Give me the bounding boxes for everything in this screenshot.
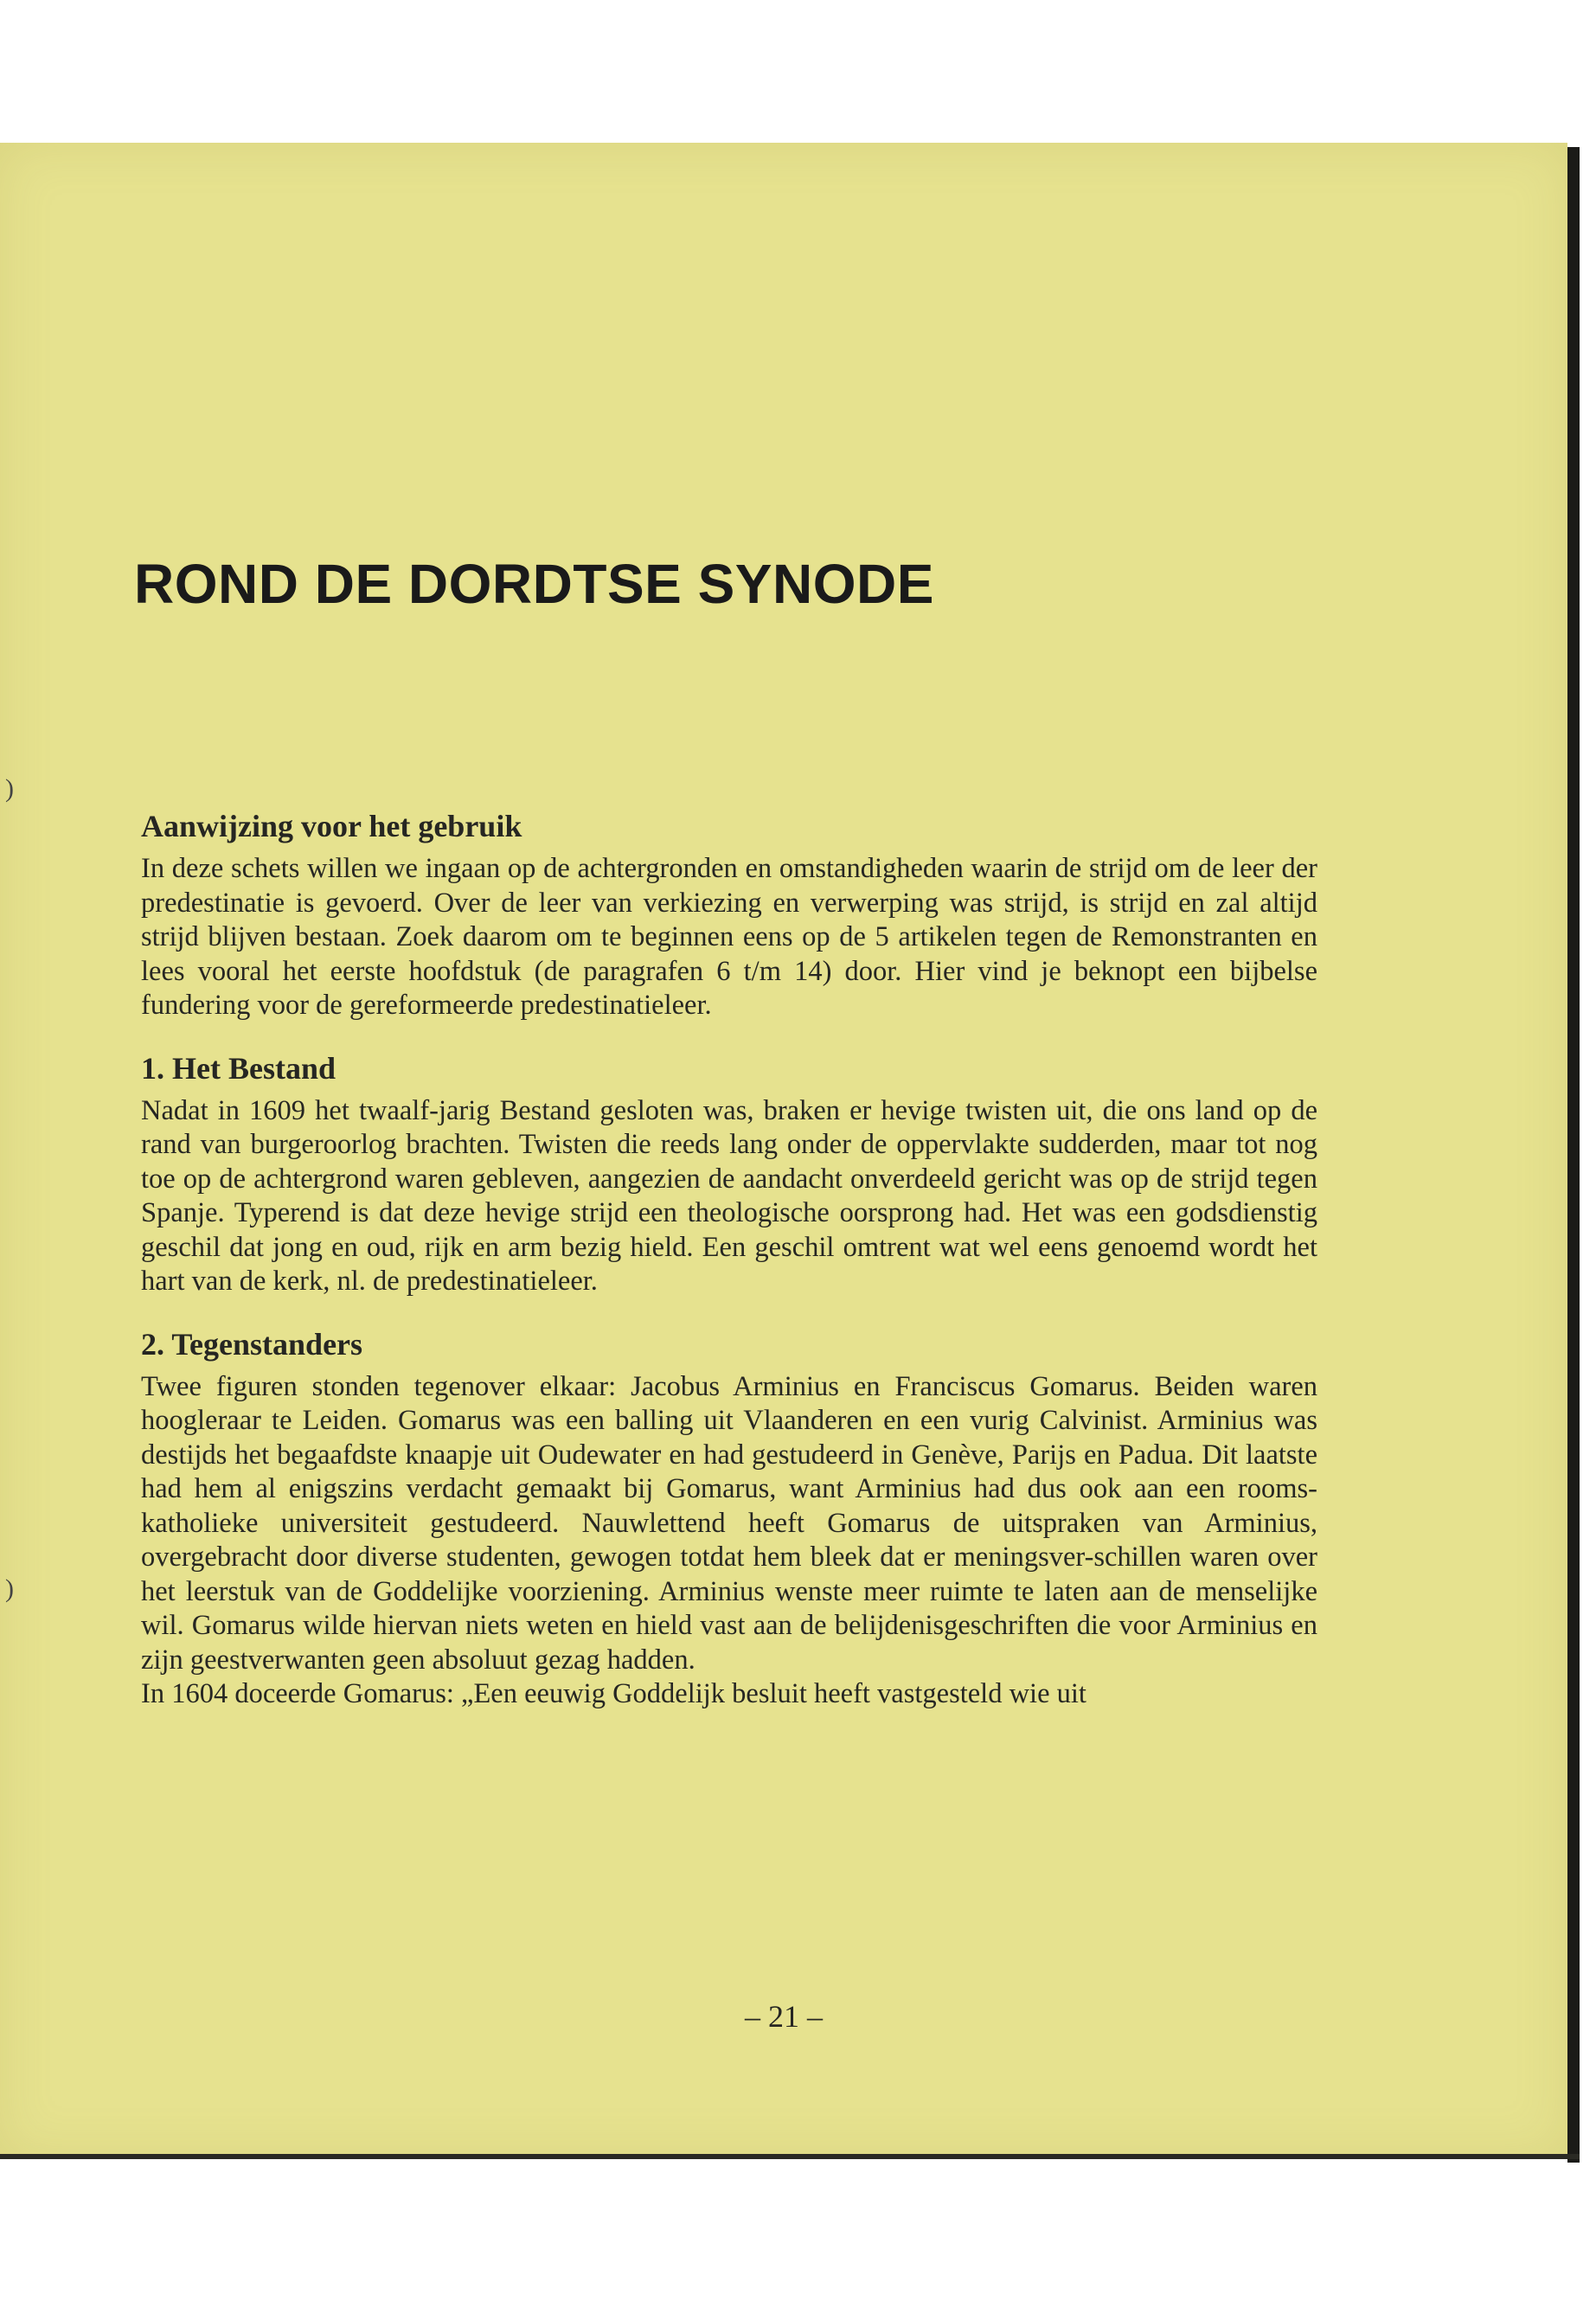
margin-mark: ) (5, 774, 14, 803)
margin-mark: ) (5, 1574, 14, 1603)
section-usage (141, 807, 1317, 1023)
document-body (141, 807, 1317, 1738)
section-tegenstanders (141, 1325, 1317, 1712)
section-paragraph: Nadat in 1609 het twaalf-jarig Bestand gesloten was, braken er hevige twisten uit, die ons land op de rand van burgeroorlog brachten. Twisten die reeds lang onder de oppervlakte sudderden, maar tot nog toe op de achtergrond waren gebleven, aangezien de aandacht onverdeeld gericht was op de strijd tegen Spanje. Typerend is dat deze hevige strijd een theologische oorsprong had. Het was een godsdienstig geschil dat jong en oud, rijk en arm bezig hield. Een geschil omtrent wat wel eens genoemd wordt het hart van de kerk, nl. de predestinatieleer. (141, 1094, 1317, 1297)
section-paragraph: Twee figuren stonden tegenover elkaar: Jacobus Arminius en Franciscus Gomarus. Beiden waren hoogleraar te Leiden. Gomarus was een balling uit Vlaanderen en een vurig Calvinist. Arminius was destijds het begaafdste knaapje uit Oudewater en had gestudeerd in Genève, Parijs en Padua. Dit laatste had hem al enigszins verdacht gemaakt bij Gomarus, want Arminius had dus ook aan een rooms-katholieke universiteit gestudeerd. Nauwlettend heeft Gomarus de uitspraken van Arminius, overgebracht door diverse studenten, gewogen totdat hem bleek dat er meningsver-schillen waren over het leerstuk van de Goddelijke voorziening. Arminius wenste meer ruimte te laten aan de menselijke wil. Gomarus wilde hiervan niets weten en hield vast aan de belijdenisgeschriften die voor Arminius en zijn geestverwanten geen absoluut gezag hadden. (141, 1370, 1317, 1676)
page-edge-bottom (0, 2154, 1580, 2159)
section-het-bestand (141, 1049, 1317, 1299)
section-heading: 2. Tegenstanders (141, 1326, 363, 1362)
page-title: ROND DE DORDTSE SYNODE (134, 553, 934, 615)
section-heading: 1. Het Bestand (141, 1050, 336, 1086)
section-paragraph: In deze schets willen we ingaan op de achtergronden en omstandigheden waarin de strijd om de leer der predestinatie is gevoerd. Over de leer van verkiezing en verwerping was strijd, is strijd en zal altijd strijd blijven bestaan. Zoek daarom om te beginnen eens op de 5 artikelen tegen de Remonstranten en lees vooral het eerste hoofdstuk (de paragrafen 6 t/m 14) door. Hier vind je beknopt een bijbelse fundering voor de gereformeerde predestinatieleer. (141, 853, 1317, 1021)
section-heading: Aanwijzing voor het gebruik (141, 809, 522, 843)
page-number: – 21 – (745, 1999, 823, 2034)
page-edge-right (1567, 147, 1580, 2163)
section-paragraph-continued: In 1604 doceerde Gomarus: „Een eeuwig Goddelijk besluit heeft vastgesteld wie uit (141, 1678, 1086, 1709)
